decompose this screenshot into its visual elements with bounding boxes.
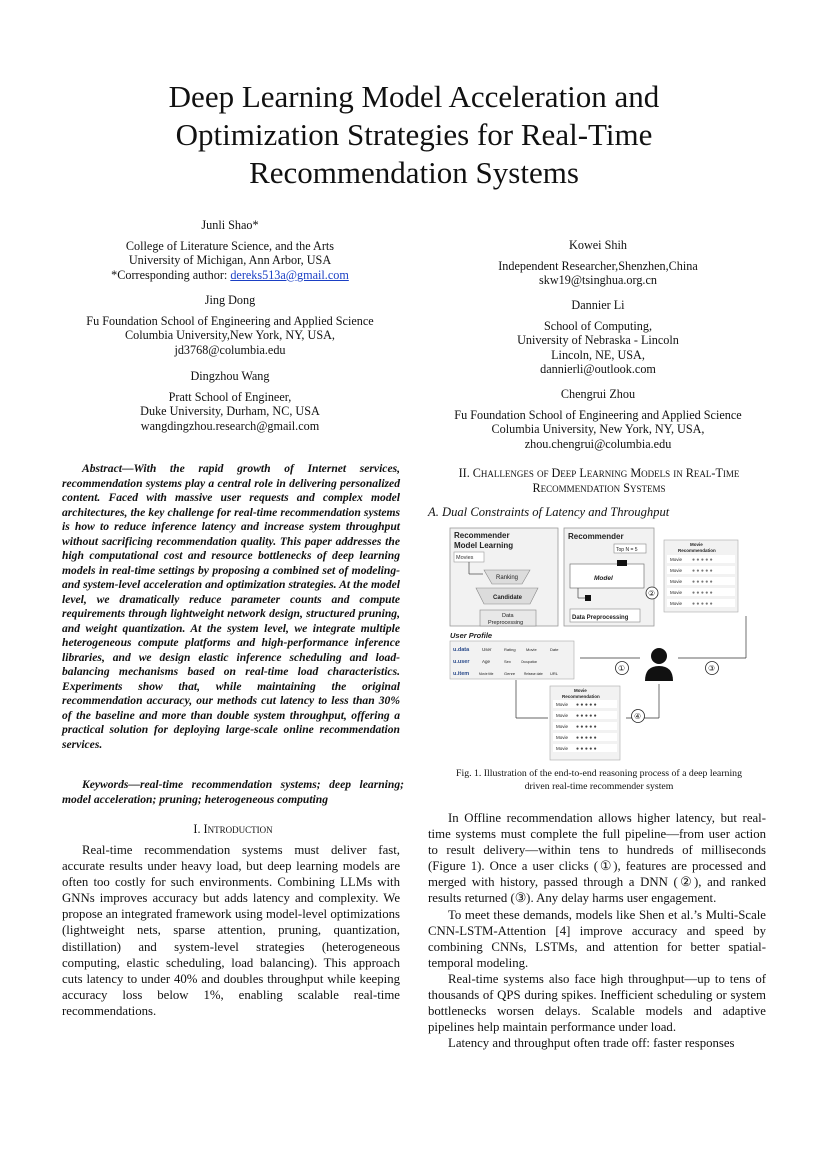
step-3-marker: ③ bbox=[708, 664, 716, 673]
author-name: Jing Dong bbox=[204, 293, 256, 307]
user-profile-table bbox=[450, 631, 574, 679]
movie-label: Movie bbox=[670, 557, 683, 562]
affiliation-line: University of Nebraska - Lincoln bbox=[517, 333, 679, 347]
rating-stars: ● ● ● ● ● bbox=[576, 702, 597, 708]
rating-stars: ● ● ● ● ● bbox=[576, 724, 597, 730]
movie-label: Movie bbox=[670, 590, 683, 595]
topn-label: Top N = 5 bbox=[616, 547, 638, 553]
data-pre-label: Data bbox=[502, 613, 514, 619]
rating-stars: ● ● ● ● ● bbox=[692, 568, 713, 574]
panel-title: Model Learning bbox=[454, 541, 514, 550]
section-heading-introduction: I. Introduction bbox=[193, 822, 273, 836]
movie-row bbox=[667, 577, 735, 585]
email-link[interactable]: dereks513a@gmail.com bbox=[230, 267, 349, 282]
author-email: skw19@tsinghua.org.cn bbox=[539, 273, 657, 287]
paragraph: Real-time systems also face high throughput—up to tens of thousands of QPS during spikes. Inefficient scheduling or system bottlenecks worsen delays. Scalable models and adaptive pipelines help maintain performance under load. bbox=[428, 971, 766, 1035]
paper-title bbox=[70, 78, 758, 192]
list-title: Movie bbox=[690, 542, 703, 547]
table-cell: Movie bbox=[526, 647, 537, 652]
table-cell: Movie title bbox=[479, 672, 494, 676]
movie-row bbox=[553, 733, 617, 741]
affiliation-line: School of Computing, bbox=[544, 318, 652, 333]
keywords: Keywords—real-time recommendation systems; deep learning; model acceleration; pruning; heterogeneous computing bbox=[62, 778, 404, 806]
table-cell: URL bbox=[550, 671, 559, 676]
movie-row bbox=[667, 588, 735, 596]
movie-row bbox=[667, 566, 735, 574]
corresponding-label: *Corresponding author: bbox=[111, 267, 231, 282]
model-label: Model bbox=[594, 575, 613, 582]
author-block-2 bbox=[60, 293, 400, 357]
step-1-marker: ① bbox=[618, 664, 626, 673]
panel-title: Recommender bbox=[568, 532, 624, 541]
title-line-3: Recommendation Systems bbox=[249, 155, 579, 190]
movie-label: Movie bbox=[556, 702, 569, 707]
subsection-heading: A. Dual Constraints of Latency and Throughput bbox=[428, 505, 670, 519]
affiliation-line: Columbia University, New York, NY, USA, bbox=[491, 422, 705, 436]
author-email: dannierli@outlook.com bbox=[540, 362, 656, 376]
movie-label: Movie bbox=[670, 579, 683, 584]
rating-stars: ● ● ● ● ● bbox=[692, 590, 713, 596]
table-cell: Rating bbox=[504, 647, 516, 652]
step-2-marker: ② bbox=[648, 589, 656, 598]
movie-label: Movie bbox=[556, 735, 569, 740]
section-2-body bbox=[428, 810, 766, 1051]
table-cell: Sex bbox=[504, 659, 511, 664]
panel-title: Recommender bbox=[454, 531, 510, 540]
table-cell: Release date bbox=[524, 672, 543, 676]
rating-stars: ● ● ● ● ● bbox=[692, 579, 713, 585]
movie-label: Movie bbox=[670, 601, 683, 606]
movie-row bbox=[553, 700, 617, 708]
step-4-marker: ④ bbox=[634, 712, 642, 721]
affiliation-line: Fu Foundation School of Engineering and Applied Science bbox=[454, 407, 742, 422]
author-name: Chengrui Zhou bbox=[560, 387, 636, 401]
movie-label: Movie bbox=[556, 746, 569, 751]
list-title: Movie bbox=[574, 688, 587, 693]
paragraph: In Offline recommendation allows higher latency, but real-time systems must complete the full pipeline—from user action to result delivery—within tens to hundreds of milliseconds (Figure 1). Once a user clicks (①), features are processed and merged with history, passed through a DNN (②), and ranked results returned (③). Any delay harms user engagement. bbox=[428, 811, 766, 906]
rating-stars: ● ● ● ● ● bbox=[576, 713, 597, 719]
movie-row bbox=[553, 744, 617, 752]
paragraph: To meet these demands, models like Shen et al.’s Multi-Scale CNN-LSTM-Attention [4] improve accuracy and speed by combining CNNs, LSTMs, and attention for better spatial-temporal modeling. bbox=[428, 907, 766, 970]
paragraph: Real-time recommendation systems must deliver fast, accurate results under heavy load, but deep learning models are often too costly for such environments. Combining LLMs with GNNs improves accuracy but adds latency and complexity. We propose an integrated framework using model-level optimizations (lightweight nets, sparse attention, pruning, quantization, distillation) and system-level strategies (heterogeneous computing, elastic scheduling, load balancing). This approach cuts latency to under 40% and doubles throughput while keeping accuracy loss below 1%, enabling scalable real-time recommendations. bbox=[62, 843, 400, 1018]
movie-row bbox=[553, 722, 617, 730]
data-pre-label: Preprocessing bbox=[488, 620, 524, 626]
section-heading-challenges bbox=[428, 466, 770, 496]
caption-line: Fig. 1. Illustration of the end-to-end reasoning process of a deep learning bbox=[456, 768, 742, 779]
affiliation-line: Duke University, Durham, NC, USA bbox=[140, 404, 320, 418]
rating-stars: ● ● ● ● ● bbox=[692, 557, 713, 563]
author-email: jd3768@columbia.edu bbox=[174, 342, 286, 357]
candidate-label: Candidate bbox=[493, 595, 523, 601]
list-title: Recommendation bbox=[562, 694, 600, 699]
model-learning-panel bbox=[450, 528, 558, 626]
figure-caption bbox=[428, 768, 770, 793]
rating-stars: ● ● ● ● ● bbox=[692, 601, 713, 607]
abstract: Abstract—With the rapid growth of Internet services, recommendation systems play a central role in delivering personalized content. Faced with massive user requests and complex model architectures, the key challenge for real-time recommendation systems is how to reduce inference latency and increase system throughput without sacrificing recommendation quality. This paper addresses the high computational cost and resource bottlenecks of deep learning models in real-time settings by proposing a combined set of modeling- and system-level acceleration and optimization strategies. At the model level, we dramatically reduce parameter counts and compute requirements through lightweight network design, structured pruning, and weight quantization. At the system level, we integrate multiple heterogeneous compute platforms and high-performance inference libraries, and we design elastic inference scheduling and load-balancing mechanisms based on real-time load characteristics. Experiments show that, while maintaining the original recommendation accuracy, our methods cut latency to less than 30% of the baseline and more than double system throughput, offering a practical solution for deploying large-scale online recommendation services. bbox=[62, 462, 400, 751]
figure-1-diagram bbox=[446, 526, 764, 762]
affiliation-line: Columbia University,New York, NY, USA, bbox=[125, 328, 335, 342]
table-cell: Occupation bbox=[521, 660, 538, 664]
movies-label: Movies bbox=[456, 555, 474, 561]
table-key: u.data bbox=[453, 647, 470, 653]
movie-label: Movie bbox=[670, 568, 683, 573]
list-title: Recommendation bbox=[678, 548, 716, 553]
title-line-1: Deep Learning Model Acceleration and bbox=[168, 79, 660, 114]
user-icon bbox=[645, 648, 673, 681]
recommender-panel bbox=[564, 528, 654, 626]
corresponding-author-line bbox=[90, 268, 370, 283]
data-pre-label: Data Preprocessing bbox=[572, 615, 629, 621]
movie-rec-list-bottom bbox=[550, 686, 620, 760]
caption-line: driven real-time recommender system bbox=[524, 780, 674, 792]
movie-row bbox=[667, 555, 735, 563]
affiliation-line: Pratt School of Engineer, bbox=[168, 389, 292, 404]
user-profile-title: User Profile bbox=[450, 631, 493, 640]
table-cell: User bbox=[482, 647, 492, 652]
table-cell: Genre bbox=[504, 671, 516, 676]
title-line-2: Optimization Strategies for Real-Time bbox=[175, 117, 653, 152]
affiliation-line: Fu Foundation School of Engineering and Applied Science bbox=[86, 313, 374, 328]
author-block-3 bbox=[90, 369, 370, 433]
author-block-4 bbox=[458, 238, 738, 288]
author-name: Junli Shao* bbox=[201, 218, 259, 232]
author-email: wangdingzhou.research@gmail.com bbox=[140, 418, 320, 433]
author-block-5 bbox=[458, 298, 738, 377]
section-heading-line: II. Challenges of Deep Learning Models in Real-Time bbox=[458, 466, 740, 480]
author-name: Kowei Shih bbox=[569, 238, 627, 252]
author-email: zhou.chengrui@columbia.edu bbox=[524, 436, 672, 451]
affiliation-line: University of Michigan, Ann Arbor, USA bbox=[128, 253, 332, 267]
movie-row bbox=[667, 599, 735, 607]
author-block-1 bbox=[90, 218, 370, 282]
affiliation-line: Independent Researcher,Shenzhen,China bbox=[498, 258, 698, 273]
movie-rec-list-top bbox=[646, 540, 738, 612]
table-cell: Age bbox=[482, 659, 491, 664]
introduction-body bbox=[62, 842, 400, 1019]
affiliation-line: College of Literature Science, and the Arts bbox=[125, 238, 335, 253]
movie-label: Movie bbox=[556, 713, 569, 718]
rating-stars: ● ● ● ● ● bbox=[576, 735, 597, 741]
movie-row bbox=[553, 711, 617, 719]
rating-stars: ● ● ● ● ● bbox=[576, 746, 597, 752]
affiliation-line: Lincoln, NE, USA, bbox=[551, 347, 645, 362]
ranking-label: Ranking bbox=[496, 575, 519, 581]
author-name: Dannier Li bbox=[571, 298, 625, 312]
table-key: u.item bbox=[453, 671, 470, 677]
paragraph: Latency and throughput often trade off: faster responses bbox=[448, 1036, 735, 1051]
movie-label: Movie bbox=[556, 724, 569, 729]
section-heading-line: Recommendation Systems bbox=[532, 481, 666, 495]
author-name: Dingzhou Wang bbox=[190, 369, 270, 383]
table-key: u.user bbox=[453, 659, 470, 665]
table-cell: Date bbox=[550, 647, 559, 652]
author-block-6 bbox=[430, 387, 766, 451]
